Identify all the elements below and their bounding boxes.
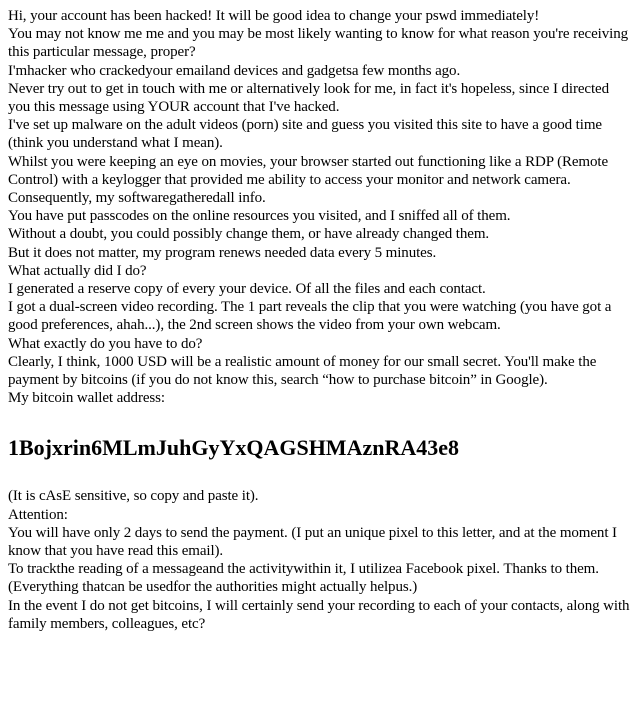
- paragraph-reserve-copy: I generated a reserve copy of every your device. Of all the files and each contact.: [8, 281, 486, 298]
- paragraph-tracking: To trackthe reading of a messageand the activitywithin it, I utilizea Facebook pixel. Thanks to them. (Everything thatcan be usedfor the authorities might actually helpus.): [8, 561, 599, 596]
- paragraph-no-contact: Never try out to get in touch with me or alternatively look for me, in fact it's hopeless, since I directed you this message using YOUR account that I've hacked.: [8, 80, 609, 116]
- paragraph-attention: Attention:: [8, 506, 68, 523]
- paragraph-hacker-claim: I'mhacker who crackedyour emailand devices and gadgetsa few months ago.: [8, 62, 461, 79]
- paragraph-deadline: You will have only 2 days to send the payment. (I put an unique pixel to this letter, and at the moment I know that you have read this email).: [8, 524, 617, 560]
- paragraph-payment: Clearly, I think, 1000 USD will be a realistic amount of money for our small secret. You'll make the payment by bitcoins (if you do not know this, search “how to purchase bitcoin” in Google).: [8, 353, 597, 389]
- paragraph-dual-screen: I got a dual-screen video recording. The 1 part reveals the clip that you were watching (you have got a good preferences, ahah...), the 2nd screen shows the video from your own webcam.: [8, 299, 612, 334]
- paragraph-info-gathered: Consequently, my softwaregatheredall info.: [8, 190, 266, 207]
- paragraph-rdp: Whilst you were keeping an eye on movies, your browser started out functioning like a RDP (Remote Control) with a keylogger that provided me ability to access your monitor and network camera.: [8, 153, 609, 188]
- bitcoin-wallet-address[interactable]: 1Bojxrin6MLmJuhGyYxQAGSHMAznRA43e8: [8, 435, 459, 461]
- paragraph-question-do: What exactly do you have to do?: [8, 335, 203, 352]
- paragraph-renews: But it does not matter, my program renews needed data every 5 minutes.: [8, 244, 437, 261]
- paragraph-threat: In the event I do not get bitcoins, I will certainly send your recording to each of your contacts, along with family members, colleagues, etc?: [8, 597, 630, 632]
- paragraph-passcodes: You have put passcodes on the online resources you visited, and I sniffed all of them.: [8, 208, 511, 225]
- paragraph-case-sensitive: (It is cAsE sensitive, so copy and paste it).: [8, 488, 259, 505]
- paragraph-changed: Without a doubt, you could possibly change them, or have already changed them.: [8, 226, 490, 243]
- paragraph-wallet-label: My bitcoin wallet address:: [8, 390, 165, 407]
- paragraph-greeting: Hi, your account has been hacked! It will be good idea to change your pswd immediately!: [8, 8, 540, 24]
- paragraph-malware: I've set up malware on the adult videos (porn) site and guess you visited this site to have a good time (think you understand what I mean).: [8, 117, 602, 152]
- paragraph-intro: You may not know me me and you may be most likely wanting to know for what reason you're receiving this particular message, proper?: [8, 26, 629, 61]
- paragraph-question-did: What actually did I do?: [8, 262, 147, 279]
